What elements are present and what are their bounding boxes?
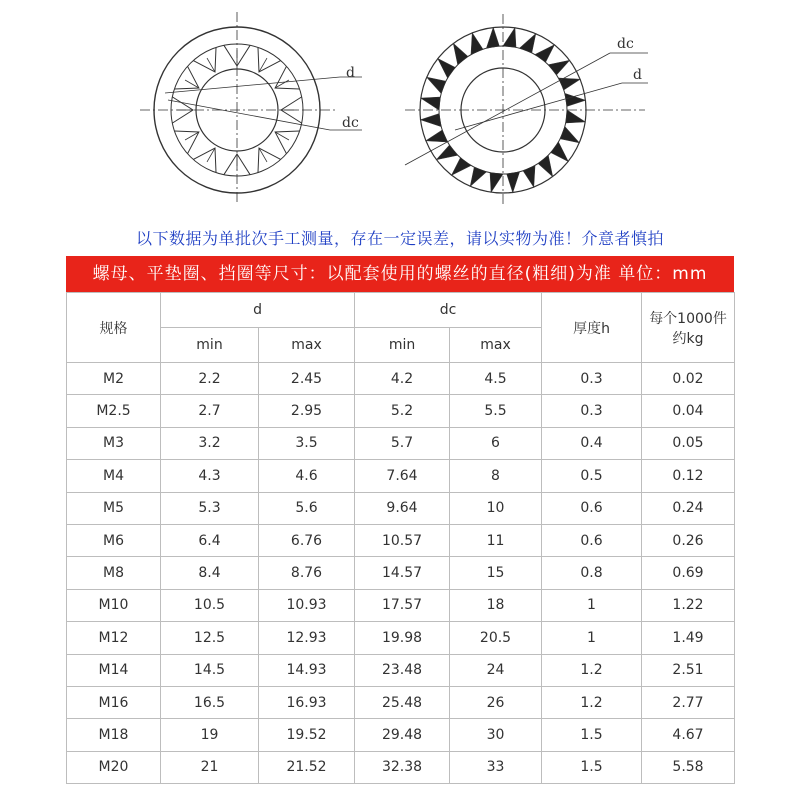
cell-d-min: 12.5 bbox=[161, 622, 259, 654]
table-row bbox=[67, 557, 735, 589]
cell-weight: 0.69 bbox=[642, 557, 735, 589]
header-d-max: max bbox=[259, 328, 355, 363]
cell-spec: M20 bbox=[67, 751, 161, 783]
cell-weight: 0.04 bbox=[642, 395, 735, 427]
cell-weight: 4.67 bbox=[642, 719, 735, 751]
tooth bbox=[426, 130, 448, 142]
cell-d-max: 14.93 bbox=[259, 654, 355, 686]
measurement-notice: 以下数据为单批次手工测量，存在一定误差，请以实物为准！介意者慎拍 bbox=[135, 229, 664, 248]
cell-spec: M16 bbox=[67, 686, 161, 718]
header-weight: 每个1000件 约kg bbox=[642, 293, 735, 363]
table-row bbox=[67, 654, 735, 686]
tooth bbox=[551, 142, 568, 161]
tooth bbox=[565, 93, 586, 106]
external-tooth-washer-diagram bbox=[405, 14, 648, 205]
header-dc-max: max bbox=[450, 328, 542, 363]
header-thickness: 厚度h bbox=[542, 293, 642, 363]
cell-spec: M2 bbox=[67, 363, 161, 395]
cell-d-max: 2.95 bbox=[259, 395, 355, 427]
cell-weight: 0.26 bbox=[642, 524, 735, 556]
cell-dc-max: 18 bbox=[450, 589, 542, 621]
cell-dc-min: 29.48 bbox=[355, 719, 450, 751]
cell-dc-max: 15 bbox=[450, 557, 542, 589]
table-row bbox=[67, 589, 735, 621]
tooth bbox=[535, 45, 554, 62]
cell-dc-min: 19.98 bbox=[355, 622, 450, 654]
cell-d-min: 4.3 bbox=[161, 460, 259, 492]
cell-dc-max: 33 bbox=[450, 751, 542, 783]
tooth bbox=[452, 158, 471, 175]
cell-spec: M2.5 bbox=[67, 395, 161, 427]
cell-thickness: 0.4 bbox=[542, 427, 642, 459]
leader-dc bbox=[168, 100, 330, 130]
tooth bbox=[503, 28, 516, 47]
table-row bbox=[67, 395, 735, 427]
cell-thickness: 1 bbox=[542, 589, 642, 621]
cell-dc-max: 20.5 bbox=[450, 622, 542, 654]
cell-d-min: 21 bbox=[161, 751, 259, 783]
table-row bbox=[67, 492, 735, 524]
cell-dc-max: 30 bbox=[450, 719, 542, 751]
right-label-dc: dc bbox=[617, 36, 634, 52]
header-spec: 规格 bbox=[67, 293, 161, 363]
leader-dc bbox=[405, 53, 610, 165]
tooth bbox=[548, 60, 569, 75]
cell-spec: M8 bbox=[67, 557, 161, 589]
tooth bbox=[523, 165, 535, 187]
cell-weight: 0.24 bbox=[642, 492, 735, 524]
cell-thickness: 0.6 bbox=[542, 524, 642, 556]
internal-tooth-washer-diagram bbox=[140, 12, 362, 205]
table-row bbox=[67, 524, 735, 556]
table-row bbox=[67, 686, 735, 718]
left-label-dc: dc bbox=[342, 115, 359, 131]
cell-dc-max: 11 bbox=[450, 524, 542, 556]
cell-d-max: 16.93 bbox=[259, 686, 355, 718]
cell-d-max: 8.76 bbox=[259, 557, 355, 589]
tooth bbox=[507, 172, 520, 193]
cell-d-min: 14.5 bbox=[161, 654, 259, 686]
cell-spec: M10 bbox=[67, 589, 161, 621]
right-label-d: d bbox=[633, 67, 642, 83]
cell-dc-min: 5.7 bbox=[355, 427, 450, 459]
tooth bbox=[470, 167, 486, 186]
cell-d-min: 2.7 bbox=[161, 395, 259, 427]
cell-d-max: 2.45 bbox=[259, 363, 355, 395]
tooth bbox=[427, 77, 446, 93]
cell-d-max: 6.76 bbox=[259, 524, 355, 556]
tooth bbox=[520, 34, 536, 53]
tooth bbox=[453, 43, 468, 64]
cell-dc-min: 5.2 bbox=[355, 395, 450, 427]
cell-spec: M3 bbox=[67, 427, 161, 459]
cell-dc-min: 25.48 bbox=[355, 686, 450, 718]
left-label-d: d bbox=[346, 65, 355, 81]
cell-thickness: 1.2 bbox=[542, 686, 642, 718]
cell-weight: 2.77 bbox=[642, 686, 735, 718]
cell-d-min: 19 bbox=[161, 719, 259, 751]
cell-thickness: 1.5 bbox=[542, 751, 642, 783]
cell-dc-min: 4.2 bbox=[355, 363, 450, 395]
cell-d-min: 5.3 bbox=[161, 492, 259, 524]
cell-dc-min: 14.57 bbox=[355, 557, 450, 589]
cell-weight: 2.51 bbox=[642, 654, 735, 686]
header-dc-min: min bbox=[355, 328, 450, 363]
cell-dc-min: 7.64 bbox=[355, 460, 450, 492]
cell-d-max: 3.5 bbox=[259, 427, 355, 459]
cell-spec: M4 bbox=[67, 460, 161, 492]
cell-d-min: 8.4 bbox=[161, 557, 259, 589]
cell-dc-max: 5.5 bbox=[450, 395, 542, 427]
table-row bbox=[67, 751, 735, 783]
cell-thickness: 0.3 bbox=[542, 395, 642, 427]
cell-thickness: 1.2 bbox=[542, 654, 642, 686]
tooth bbox=[421, 114, 442, 127]
cell-weight: 5.58 bbox=[642, 751, 735, 783]
tooth bbox=[566, 110, 585, 123]
tooth bbox=[421, 97, 440, 110]
cell-d-max: 5.6 bbox=[259, 492, 355, 524]
table-row bbox=[67, 363, 735, 395]
cell-spec: M6 bbox=[67, 524, 161, 556]
cell-dc-min: 17.57 bbox=[355, 589, 450, 621]
cell-spec: M12 bbox=[67, 622, 161, 654]
cell-dc-max: 10 bbox=[450, 492, 542, 524]
cell-d-min: 6.4 bbox=[161, 524, 259, 556]
table-row bbox=[67, 622, 735, 654]
cell-d-max: 21.52 bbox=[259, 751, 355, 783]
header-d: d bbox=[161, 293, 355, 328]
size-banner: 螺母、平垫圈、挡圈等尺寸：以配套使用的螺丝的直径(粗细)为准 单位：mm bbox=[66, 256, 734, 292]
header-d-min: min bbox=[161, 328, 259, 363]
table-row bbox=[67, 427, 735, 459]
cell-weight: 1.22 bbox=[642, 589, 735, 621]
cell-thickness: 0.5 bbox=[542, 460, 642, 492]
spec-table-body bbox=[67, 363, 735, 784]
spec-table bbox=[66, 292, 735, 784]
table-row bbox=[67, 719, 735, 751]
cell-weight: 0.05 bbox=[642, 427, 735, 459]
cell-d-max: 19.52 bbox=[259, 719, 355, 751]
cell-d-max: 12.93 bbox=[259, 622, 355, 654]
cell-dc-max: 4.5 bbox=[450, 363, 542, 395]
cell-spec: M18 bbox=[67, 719, 161, 751]
cell-dc-max: 26 bbox=[450, 686, 542, 718]
cell-thickness: 1 bbox=[542, 622, 642, 654]
cell-dc-min: 32.38 bbox=[355, 751, 450, 783]
cell-thickness: 0.3 bbox=[542, 363, 642, 395]
tooth bbox=[486, 28, 499, 49]
cell-dc-min: 9.64 bbox=[355, 492, 450, 524]
cell-thickness: 0.8 bbox=[542, 557, 642, 589]
cell-d-min: 10.5 bbox=[161, 589, 259, 621]
cell-d-max: 4.6 bbox=[259, 460, 355, 492]
cell-dc-max: 6 bbox=[450, 427, 542, 459]
cell-dc-max: 8 bbox=[450, 460, 542, 492]
cell-d-max: 10.93 bbox=[259, 589, 355, 621]
cell-d-min: 2.2 bbox=[161, 363, 259, 395]
cell-spec: M5 bbox=[67, 492, 161, 524]
cell-spec: M14 bbox=[67, 654, 161, 686]
tooth bbox=[438, 59, 455, 78]
cell-thickness: 0.6 bbox=[542, 492, 642, 524]
cell-weight: 0.12 bbox=[642, 460, 735, 492]
washer-diagrams bbox=[0, 0, 800, 220]
cell-dc-max: 24 bbox=[450, 654, 542, 686]
cell-weight: 0.02 bbox=[642, 363, 735, 395]
tooth bbox=[490, 173, 503, 192]
tooth bbox=[538, 155, 553, 176]
cell-dc-min: 23.48 bbox=[355, 654, 450, 686]
cell-thickness: 1.5 bbox=[542, 719, 642, 751]
leader-d bbox=[455, 83, 622, 130]
header-dc: dc bbox=[355, 293, 542, 328]
cell-d-min: 16.5 bbox=[161, 686, 259, 718]
tooth bbox=[471, 33, 483, 55]
tooth bbox=[436, 145, 457, 160]
cell-d-min: 3.2 bbox=[161, 427, 259, 459]
leader-d bbox=[165, 77, 340, 93]
tooth bbox=[560, 127, 579, 143]
table-row bbox=[67, 460, 735, 492]
cell-weight: 1.49 bbox=[642, 622, 735, 654]
cell-dc-min: 10.57 bbox=[355, 524, 450, 556]
